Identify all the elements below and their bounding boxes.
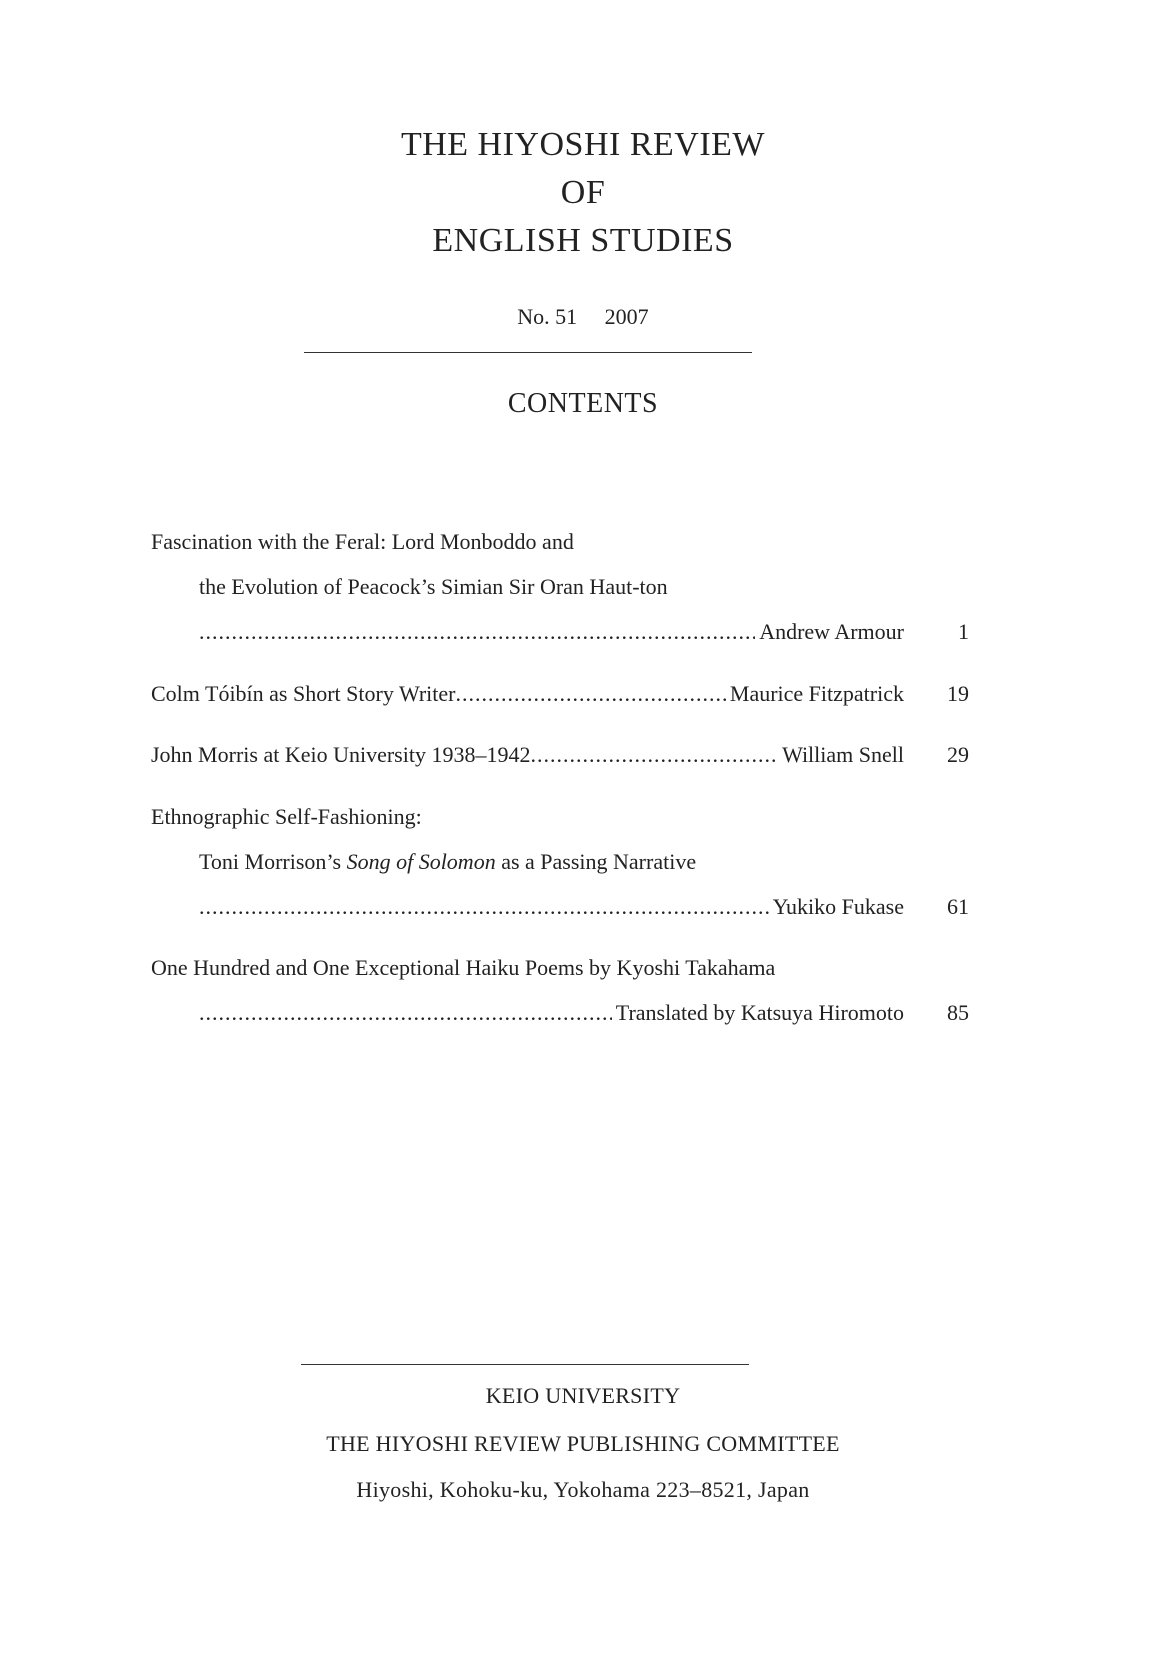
- journal-title-line-1: THE HIYOSHI REVIEW: [400, 126, 766, 163]
- entry-4-title-italic: Song of Solomon: [346, 849, 496, 874]
- entry-3-page: 29: [947, 742, 969, 767]
- entry-5-page: 85: [947, 1000, 969, 1025]
- dot-leader: [530, 742, 778, 768]
- journal-title-line-3: ENGLISH STUDIES: [432, 222, 734, 259]
- entry-2-title: Colm Tóibín as Short Story Writer: [151, 681, 456, 706]
- entry-2-row: [151, 681, 904, 707]
- entry-3-row: [151, 742, 904, 768]
- entry-4-author: Yukiko Fukase: [772, 894, 904, 919]
- publisher-committee: THE HIYOSHI REVIEW PUBLISHING COMMITTEE: [326, 1431, 840, 1456]
- dot-leader: [199, 1000, 612, 1026]
- journal-title-line-2: OF: [560, 174, 606, 211]
- entry-4-title-line-2: [199, 849, 696, 875]
- publisher-university: KEIO UNIVERSITY: [485, 1383, 681, 1408]
- entry-3-title: John Morris at Keio University 1938–1942: [151, 742, 531, 767]
- dot-leader: [199, 894, 769, 920]
- entry-4-title-line-1: Ethnographic Self-Fashioning:: [151, 804, 422, 829]
- entry-1-author: Andrew Armour: [759, 619, 904, 644]
- entry-4-page: 61: [947, 894, 969, 919]
- entry-4-title-suffix: as a Passing Narrative: [495, 849, 697, 874]
- entry-2-author: Maurice Fitzpatrick: [729, 681, 904, 706]
- entry-1-title-line-1: Fascination with the Feral: Lord Monboddo and: [151, 529, 574, 554]
- entry-4-leader-row: [199, 894, 904, 920]
- entry-4-title-prefix: Toni Morrison’s: [199, 849, 347, 874]
- entry-1-title-line-2: the Evolution of Peacock’s Simian Sir Oran Haut-ton: [199, 574, 668, 599]
- publisher-address: Hiyoshi, Kohoku-ku, Yokohama 223–8521, Japan: [356, 1477, 810, 1502]
- header-divider: [304, 352, 752, 353]
- dot-leader: [199, 619, 755, 645]
- entry-5-title-line-1: One Hundred and One Exceptional Haiku Poems by Kyoshi Takahama: [151, 955, 776, 980]
- dot-leader: [455, 681, 725, 707]
- entry-2-page: 19: [947, 681, 969, 706]
- contents-heading: CONTENTS: [507, 388, 659, 419]
- entry-5-leader-row: [199, 1000, 904, 1026]
- entry-5-author: Translated by Katsuya Hiromoto: [615, 1000, 904, 1025]
- footer-divider: [301, 1364, 749, 1365]
- entry-1-leader-row: [199, 619, 904, 645]
- entry-1-page: 1: [958, 619, 969, 644]
- issue-number: No. 51 2007: [517, 304, 649, 329]
- entry-3-author: William Snell: [782, 742, 904, 767]
